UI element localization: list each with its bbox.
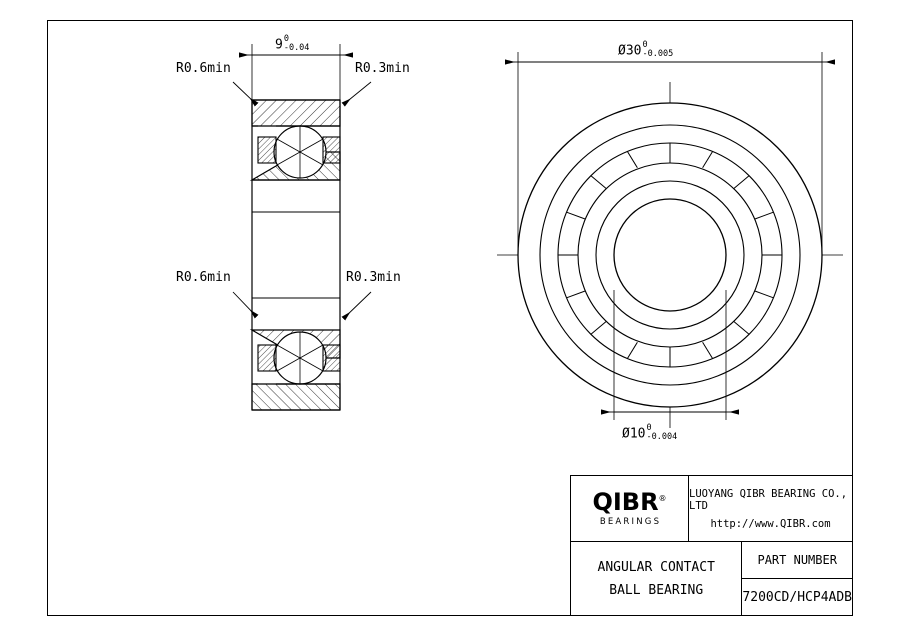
part-number-label: PART NUMBER bbox=[742, 542, 852, 579]
registered-trademark-icon: ® bbox=[658, 494, 667, 503]
description-line-1: ANGULAR CONTACT bbox=[597, 560, 715, 575]
product-description bbox=[571, 542, 742, 616]
upper-cage-left bbox=[258, 137, 276, 163]
title-block-header bbox=[571, 476, 852, 542]
company-name: LUOYANG QIBR BEARING CO., LTD bbox=[689, 487, 848, 512]
chamfer-bottom-right-label: R0.3min bbox=[346, 270, 401, 285]
chamfer-top-right-label: R0.3min bbox=[355, 61, 410, 76]
lower-cage-right bbox=[323, 345, 340, 371]
company-logo bbox=[571, 476, 689, 541]
front-view bbox=[497, 52, 843, 428]
part-number-block bbox=[742, 542, 852, 616]
lower-ball bbox=[274, 332, 326, 384]
bore-circle bbox=[614, 199, 726, 311]
lower-outer-race bbox=[252, 384, 340, 410]
part-number-value: 7200CD/HCP4ADB bbox=[742, 590, 852, 605]
chamfer-top-left-label: R0.6min bbox=[176, 61, 231, 76]
lower-cage-left bbox=[258, 345, 276, 371]
title-block bbox=[570, 475, 853, 616]
section-view bbox=[233, 44, 371, 410]
logo-subtext: BEARINGS bbox=[599, 517, 662, 527]
description-line-2: BALL BEARING bbox=[609, 583, 704, 598]
company-url[interactable]: http://www.QIBR.com bbox=[710, 517, 831, 530]
chamfer-bottom-left-label: R0.6min bbox=[176, 270, 231, 285]
title-block-body bbox=[571, 542, 852, 616]
company-info bbox=[689, 488, 852, 530]
bore-diameter-label: Ø10 0 -0.004 bbox=[622, 423, 678, 442]
outer-diameter-label: Ø30 0 -0.005 bbox=[618, 40, 674, 59]
upper-cage-right bbox=[323, 137, 340, 163]
logo-text: QIBR® bbox=[592, 488, 667, 516]
upper-ball bbox=[274, 126, 326, 178]
upper-outer-race bbox=[252, 100, 340, 126]
width-dimension-label: 9 0 -0.04 bbox=[275, 34, 310, 53]
